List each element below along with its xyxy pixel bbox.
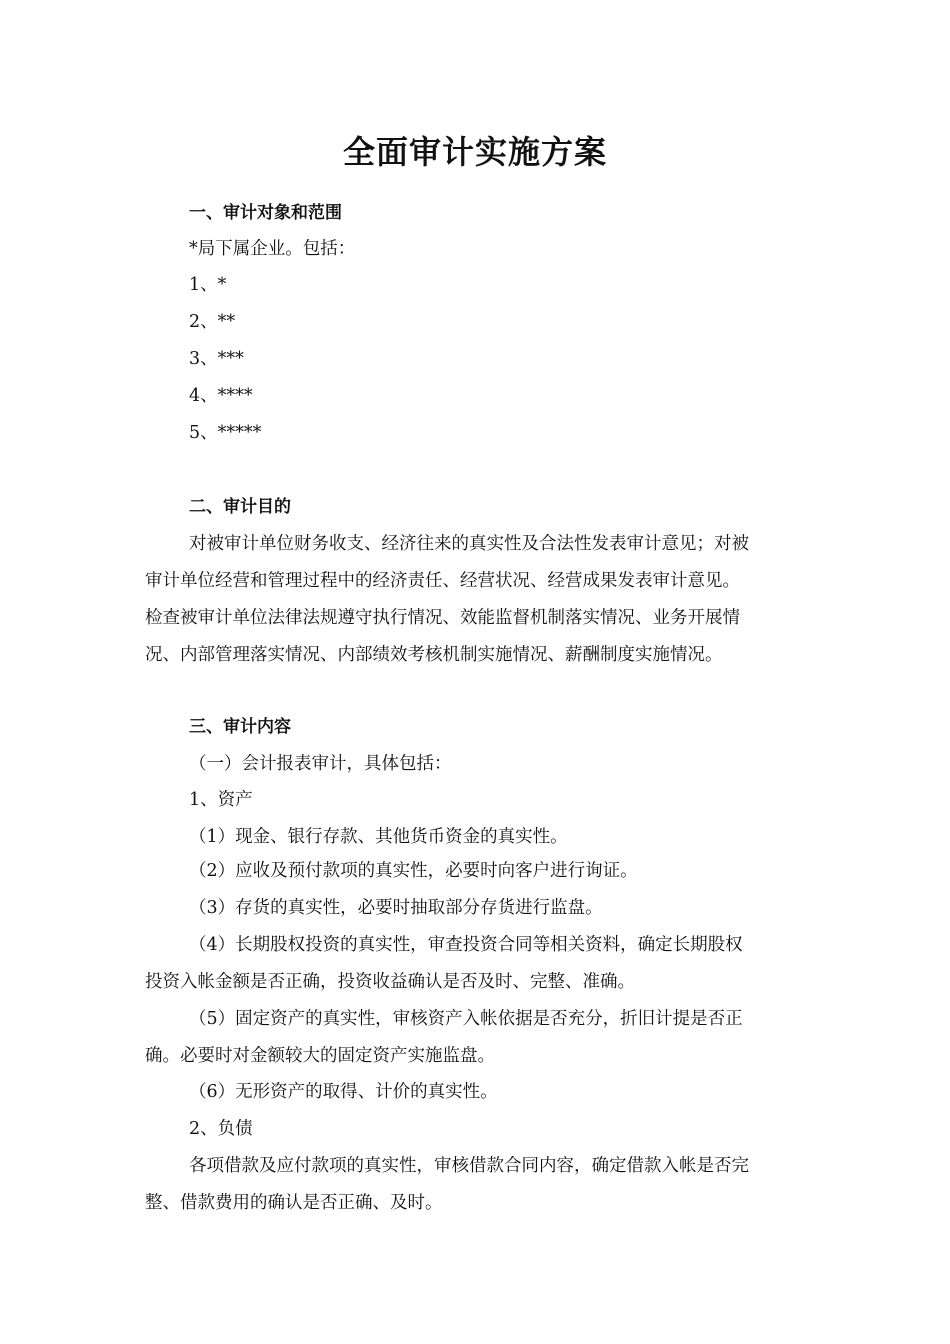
paragraph-line: 各项借款及应付款项的真实性，审核借款合同内容，确定借款入帐是否完	[189, 1156, 749, 1176]
list-item: 4、****	[189, 386, 253, 406]
paragraph-line: 审计单位经营和管理过程中的经济责任、经营状况、经营成果发表审计意见。	[145, 571, 740, 591]
paragraph-line: 整、借款费用的确认是否正确、及时。	[145, 1193, 443, 1213]
paragraph-line: 投资入帐金额是否正确，投资收益确认是否及时、完整、准确。	[145, 972, 635, 992]
section-heading-content: 三、审计内容	[189, 717, 291, 737]
paragraph-line: （1）现金、银行存款、其他货币资金的真实性。	[189, 827, 568, 847]
paragraph-line: （4）长期股权投资的真实性，审查投资合同等相关资料，确定长期股权	[189, 935, 743, 955]
paragraph-line: （5）固定资产的真实性，审核资产入帐依据是否充分，折旧计提是否正	[189, 1009, 743, 1029]
paragraph-line: （6）无形资产的取得、计价的真实性。	[189, 1082, 498, 1102]
subsection-heading: （一）会计报表审计，具体包括：	[189, 754, 452, 774]
paragraph-line: （2）应收及预付款项的真实性，必要时向客户进行询证。	[189, 861, 638, 881]
section-heading-purpose: 二、审计目的	[189, 497, 291, 517]
list-item: 1、*	[189, 275, 227, 295]
list-item: 5、*****	[189, 423, 262, 443]
item-heading-assets: 1、资产	[189, 790, 253, 810]
list-item: 2、**	[189, 312, 236, 332]
paragraph-line: 况、内部管理落实情况、内部绩效考核机制实施情况、薪酬制度实施情况。	[145, 645, 723, 665]
paragraph-line: 确。必要时对金额较大的固定资产实施监盘。	[145, 1046, 495, 1066]
paragraph-scope-intro: *局下属企业。包括：	[189, 239, 356, 259]
paragraph-line: 检查被审计单位法律法规遵守执行情况、效能监督机制落实情况、业务开展情	[145, 608, 740, 628]
paragraph-line: 对被审计单位财务收支、经济往来的真实性及合法性发表审计意见；对被	[189, 534, 749, 554]
paragraph-line: （3）存货的真实性，必要时抽取部分存货进行监盘。	[189, 898, 603, 918]
section-heading-scope: 一、审计对象和范围	[189, 203, 342, 223]
list-item: 3、***	[189, 349, 244, 369]
page-title: 全面审计实施方案	[342, 133, 607, 171]
item-heading-liabilities: 2、负债	[189, 1119, 253, 1139]
